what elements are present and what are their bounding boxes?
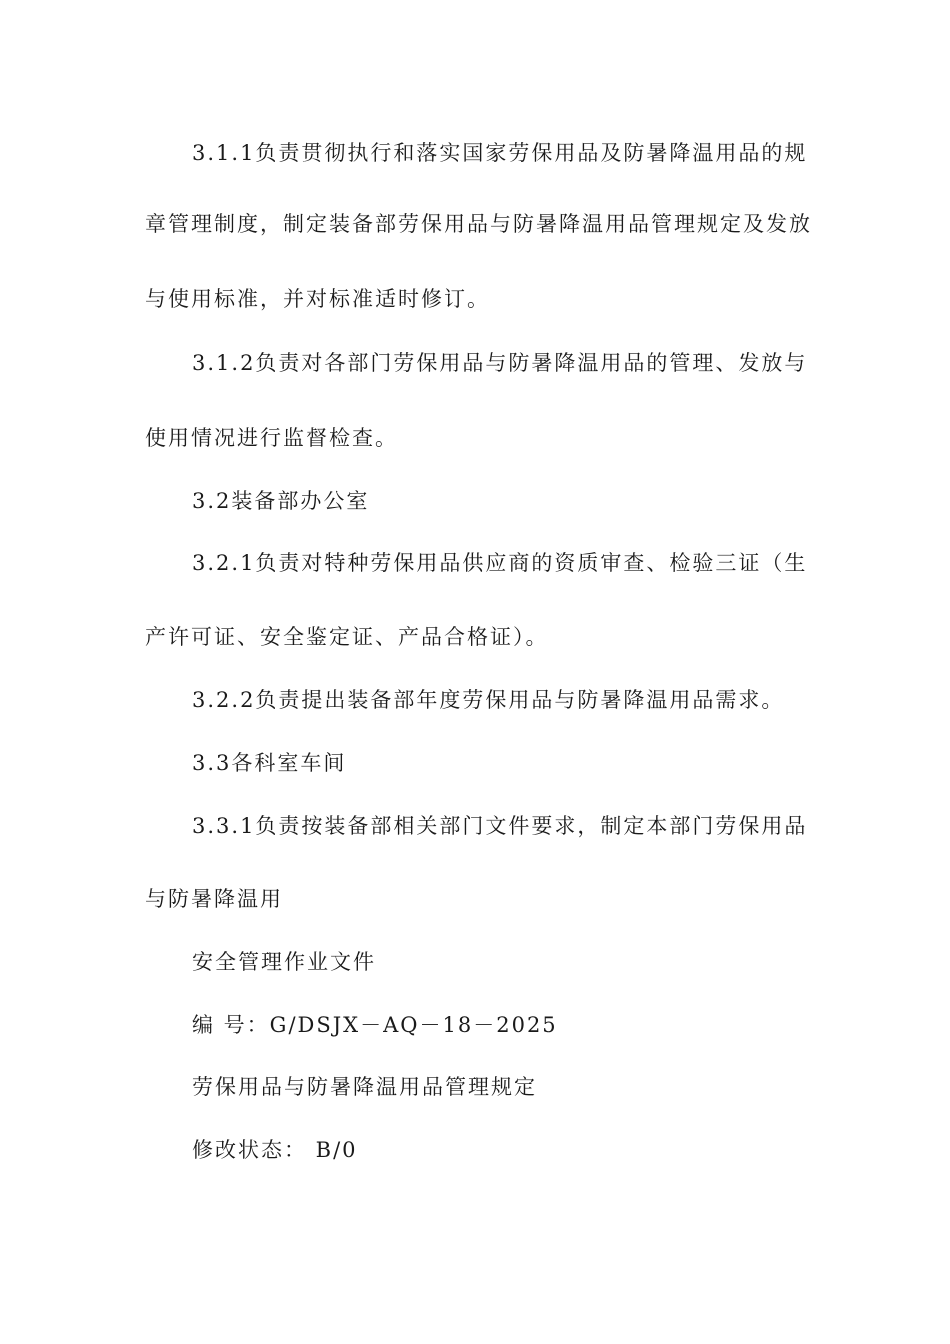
revision-status: 修改状态： B/0 xyxy=(192,1138,358,1162)
heading-3-3: 3.3各科室车间 xyxy=(192,751,347,775)
paragraph-3-1-1-line-1: 3.1.1负责贯彻执行和落实国家劳保用品及防暑降温用品的规 xyxy=(192,141,808,165)
paragraph-3-1-2-line-2: 使用情况进行监督检查。 xyxy=(145,426,398,450)
paragraph-3-2-1-line-2: 产许可证、安全鉴定证、产品合格证）。 xyxy=(145,625,549,649)
document-title: 劳保用品与防暑降温用品管理规定 xyxy=(192,1075,537,1099)
paragraph-3-1-1-line-2: 章管理制度，制定装备部劳保用品与防暑降温用品管理规定及发放 xyxy=(145,212,812,236)
document-category: 安全管理作业文件 xyxy=(192,950,376,974)
paragraph-3-2-1-line-1: 3.2.1负责对特种劳保用品供应商的资质审查、检验三证（生 xyxy=(192,551,808,575)
heading-3-2: 3.2装备部办公室 xyxy=(192,489,370,513)
paragraph-3-3-1-line-2: 与防暑降温用 xyxy=(145,887,283,911)
document-number: 编 号：G/DSJX－AQ－18－2025 xyxy=(192,1013,558,1037)
paragraph-3-3-1-line-1: 3.3.1负责按装备部相关部门文件要求，制定本部门劳保用品 xyxy=(192,814,808,838)
paragraph-3-1-2-line-1: 3.1.2负责对各部门劳保用品与防暑降温用品的管理、发放与 xyxy=(192,351,808,375)
paragraph-3-1-1-line-3: 与使用标准，并对标准适时修订。 xyxy=(145,287,490,311)
paragraph-3-2-2: 3.2.2负责提出装备部年度劳保用品与防暑降温用品需求。 xyxy=(192,688,785,712)
